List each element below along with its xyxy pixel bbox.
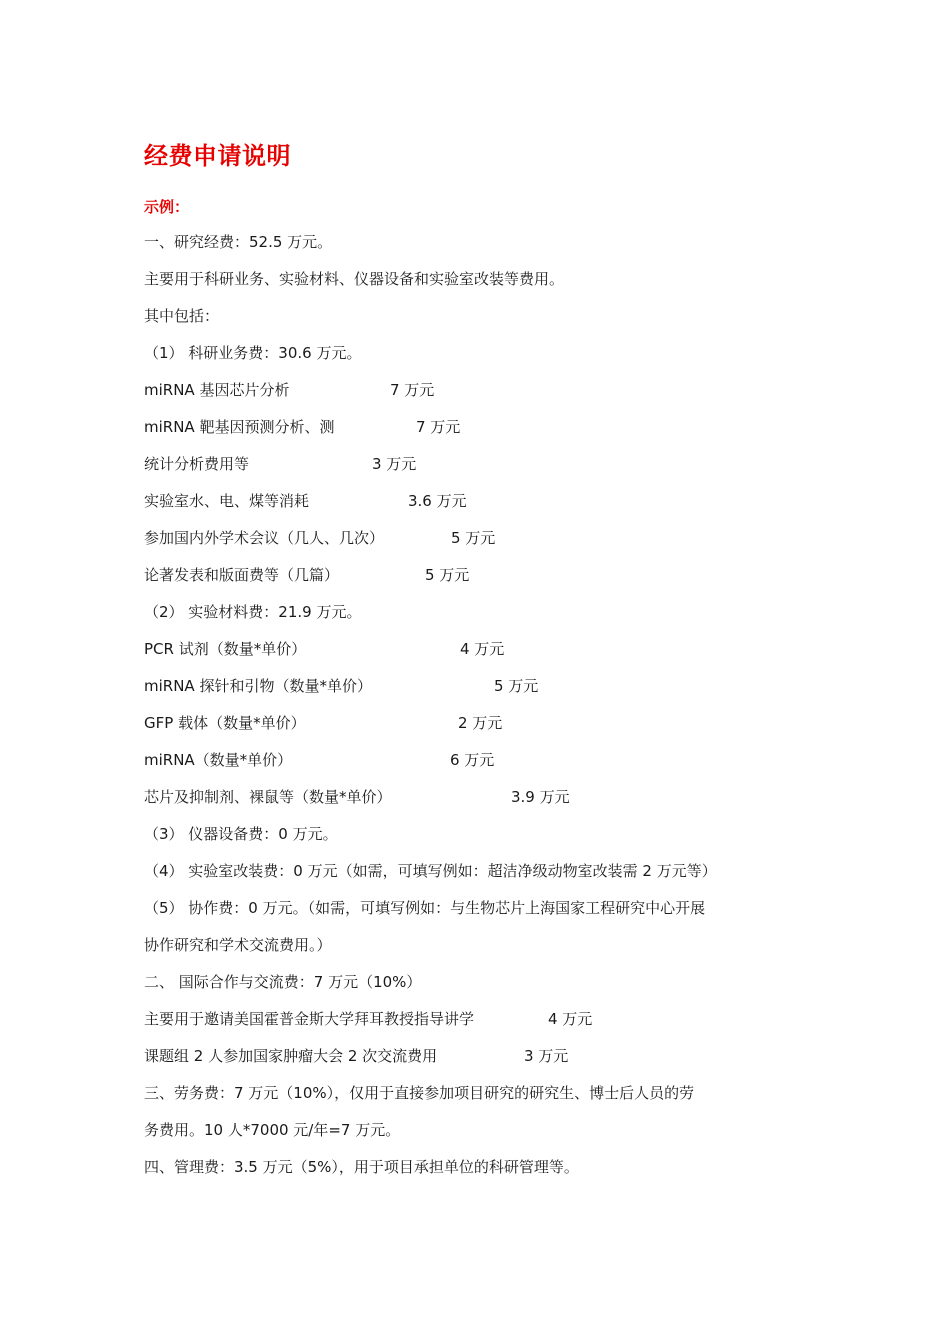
budget-item-label: PCR 试剂（数量*单价） <box>144 640 307 658</box>
budget-item-label: 芯片及抑制剂、裸鼠等（数量*单价） <box>144 788 392 806</box>
budget-item-amount: 2 万元 <box>458 714 503 732</box>
budget-item-amount: 7 万元 <box>416 418 461 436</box>
budget-item-label: 统计分析费用等 <box>144 455 250 473</box>
page-title: 经费申请说明 <box>144 142 291 170</box>
budget-item-amount: 3 万元 <box>524 1047 569 1065</box>
section-labor-fees: 三、劳务费：7 万元（10%），仅用于直接参加项目研究的研究生、博士后人员的劳 <box>144 1084 695 1102</box>
budget-item-label: 实验室水、电、煤等消耗 <box>144 492 310 510</box>
budget-item-amount: 4 万元 <box>460 640 505 658</box>
budget-item-label: miRNA 探针和引物（数量*单价） <box>144 677 372 695</box>
budget-item-amount: 6 万元 <box>450 751 495 769</box>
budget-item-amount: 3.9 万元 <box>511 788 570 806</box>
budget-item-label: 课题组 2 人参加国家肿瘤大会 2 次交流费用 <box>144 1047 438 1065</box>
budget-item-amount: 4 万元 <box>548 1010 593 1028</box>
section-labor-fees-cont: 务费用。10 人*7000 元/年=7 万元。 <box>144 1121 401 1139</box>
budget-item-amount: 3.6 万元 <box>408 492 467 510</box>
budget-item-amount: 5 万元 <box>451 529 496 547</box>
subsection-materials: （2） 实验材料费：21.9 万元。 <box>144 603 362 621</box>
budget-item-amount: 3 万元 <box>372 455 417 473</box>
section-research-description: 主要用于科研业务、实验材料、仪器设备和实验室改装等费用。 <box>144 270 565 288</box>
budget-item-label: miRNA 靶基因预测分析、测 <box>144 418 335 436</box>
section-international-exchange: 二、 国际合作与交流费：7 万元（10%） <box>144 973 422 991</box>
subsection-research-business: （1） 科研业务费：30.6 万元。 <box>144 344 362 362</box>
example-heading: 示例： <box>144 198 190 216</box>
budget-item-label: 主要用于邀请美国霍普金斯大学拜耳教授指导讲学 <box>144 1010 475 1028</box>
section-research-funds: 一、研究经费：52.5 万元。 <box>144 233 333 251</box>
subsection-collaboration-cont: 协作研究和学术交流费用。） <box>144 936 332 954</box>
budget-item-amount: 5 万元 <box>494 677 539 695</box>
budget-item-label: miRNA（数量*单价） <box>144 751 293 769</box>
section-management-fees: 四、管理费：3.5 万元（5%），用于项目承担单位的科研管理等。 <box>144 1158 579 1176</box>
includes-label: 其中包括： <box>144 307 220 325</box>
budget-item-amount: 5 万元 <box>425 566 470 584</box>
subsection-equipment: （3） 仪器设备费：0 万元。 <box>144 825 338 843</box>
subsection-lab-renovation: （4） 实验室改装费：0 万元（如需，可填写例如：超洁净级动物室改装需 2 万元等） <box>144 862 717 880</box>
budget-item-label: 论著发表和版面费等（几篇） <box>144 566 340 584</box>
subsection-collaboration: （5） 协作费：0 万元。（如需，可填写例如：与生物芯片上海国家工程研究中心开展 <box>144 899 706 917</box>
budget-item-label: miRNA 基因芯片分析 <box>144 381 290 399</box>
budget-item-label: GFP 载体（数量*单价） <box>144 714 306 732</box>
budget-item-amount: 7 万元 <box>390 381 435 399</box>
budget-item-label: 参加国内外学术会议（几人、几次） <box>144 529 385 547</box>
